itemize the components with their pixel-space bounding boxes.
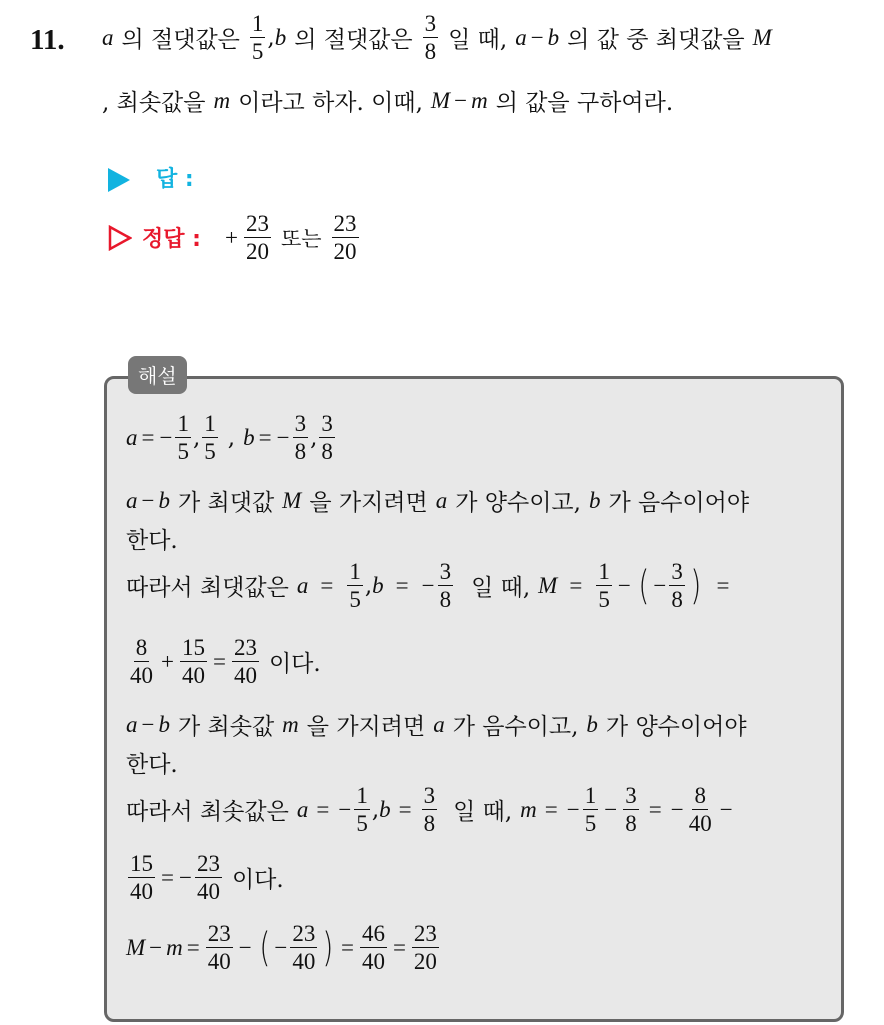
var-a: a xyxy=(435,487,448,513)
var-a: a xyxy=(433,711,445,737)
solution-line-2 xyxy=(126,484,749,517)
equals-sign: = xyxy=(716,572,730,598)
equals-sign: = xyxy=(648,796,662,822)
solution-line-10 xyxy=(126,922,441,973)
fraction-15-40: $\frac{15}{40}$ xyxy=(181,635,205,688)
var-b: b xyxy=(243,424,255,450)
solution-text: 가 양수이어야 xyxy=(605,714,747,740)
question-text: 의 값 중 최댓값을 xyxy=(567,27,745,53)
solution-text: 가 최댓값 xyxy=(177,490,275,516)
question-text: 의 절댓값은 xyxy=(294,27,413,53)
solution-text: 가 음수이어야 xyxy=(608,490,750,516)
fraction-1-5: $\frac{1}{5}$ xyxy=(251,11,264,64)
var-b: b xyxy=(372,572,384,598)
var-b: b xyxy=(588,487,601,513)
fraction-3-8: $\frac{3}{8}$ xyxy=(671,559,683,612)
var-m: m xyxy=(282,711,299,737)
fraction-3-8: $\frac{3}{8}$ xyxy=(294,411,307,464)
answer-blank-row xyxy=(108,162,194,193)
solution-text: 일 때, xyxy=(471,575,531,601)
equals-sign: = xyxy=(320,572,334,598)
solution-line-8 xyxy=(126,784,737,835)
comma: , xyxy=(371,796,380,823)
minus-sign: − xyxy=(338,796,352,822)
play-triangle-icon xyxy=(108,168,130,192)
equals-sign: = xyxy=(212,648,226,674)
minus-sign: − xyxy=(421,572,435,598)
fraction-3-8: $\frac{3}{8}$ xyxy=(625,783,637,836)
equals-sign: = xyxy=(569,572,583,598)
minus-sign: − xyxy=(454,87,468,113)
question-text: , 최솟값을 xyxy=(102,90,206,116)
solution-text: 을 가지려면 xyxy=(309,490,428,516)
fraction-8-40: $\frac{8}{40}$ xyxy=(688,783,712,836)
equals-sign: = xyxy=(340,934,354,960)
solution-line-6 xyxy=(126,708,747,741)
or-text: 또는 xyxy=(280,226,322,251)
equals-sign: = xyxy=(161,864,174,890)
var-M: M xyxy=(282,487,302,513)
fraction-23-40: $\frac{23}{40}$ xyxy=(292,921,316,974)
fraction-15-40: $\frac{15}{40}$ xyxy=(130,851,153,904)
minus-sign: − xyxy=(617,572,631,598)
minus-sign: − xyxy=(604,796,618,822)
solution-text: 가 음수이고, xyxy=(452,714,579,740)
answer-label: 답 : xyxy=(156,167,194,192)
question-text: 이라고 하자. 이때, xyxy=(238,90,423,116)
var-b: b xyxy=(274,24,287,50)
var-a: a xyxy=(102,24,114,50)
fraction-23-20: $\frac{23}{20}$ xyxy=(245,211,269,264)
solution-text: 을 가지려면 xyxy=(306,714,426,740)
fraction-23-20: $\frac{23}{20}$ xyxy=(413,921,437,974)
minus-sign: − xyxy=(149,934,163,960)
var-m: m xyxy=(471,87,488,113)
solution-line-5 xyxy=(126,636,321,687)
minus-sign: − xyxy=(141,487,155,513)
question-line-1 xyxy=(102,12,772,63)
fraction-23-40: $\frac{23}{40}$ xyxy=(207,921,231,974)
fraction-3-8: $\frac{3}{8}$ xyxy=(424,11,437,64)
equals-sign: = xyxy=(186,934,200,960)
equals-sign: = xyxy=(392,934,406,960)
fraction-1-5: $\frac{1}{5}$ xyxy=(356,783,368,836)
minus-sign: − xyxy=(238,934,252,960)
fraction-1-5: $\frac{1}{5}$ xyxy=(177,411,189,464)
var-a: a xyxy=(296,572,309,598)
minus-sign: − xyxy=(159,424,173,450)
question-text: 의 값을 구하여라. xyxy=(495,90,674,116)
var-a: a xyxy=(515,24,527,50)
fraction-1-5: $\frac{1}{5}$ xyxy=(584,783,597,836)
minus-sign: − xyxy=(566,796,580,822)
outline-triangle-icon xyxy=(108,225,132,251)
solution-tag: 해설 xyxy=(128,356,187,394)
fraction-8-40: $\frac{8}{40}$ xyxy=(130,635,153,688)
var-m: m xyxy=(520,796,537,822)
solution-text: 한다. xyxy=(126,752,178,778)
solution-line-9 xyxy=(126,852,284,903)
var-m: m xyxy=(166,934,183,960)
minus-sign: − xyxy=(178,864,192,890)
fraction-46-40: $\frac{46}{40}$ xyxy=(361,921,385,974)
solution-text: 따라서 최솟값은 xyxy=(126,799,289,825)
fraction-23-40: $\frac{23}{40}$ xyxy=(233,635,257,688)
right-paren: ) xyxy=(690,562,702,609)
var-a: a xyxy=(296,796,309,822)
minus-sign: − xyxy=(274,934,288,960)
var-m: m xyxy=(213,87,231,113)
solution-text: 이다. xyxy=(268,651,321,677)
solution-line-3 xyxy=(126,522,178,555)
question-number: 11. xyxy=(30,24,65,56)
comma: , xyxy=(310,424,318,451)
solution-text: 한다. xyxy=(126,528,178,554)
question-text: 의 절댓값은 xyxy=(121,27,240,53)
solution-line-7 xyxy=(126,746,178,779)
var-b: b xyxy=(547,24,560,50)
var-a: a xyxy=(126,424,138,450)
var-b: b xyxy=(379,796,391,822)
solution-text: 가 양수이고, xyxy=(455,490,581,516)
correct-answer-label: 정답 : xyxy=(142,227,201,252)
minus-sign: − xyxy=(276,424,290,450)
question-line-2 xyxy=(102,84,673,117)
solution-text: 따라서 최댓값은 xyxy=(126,575,289,601)
plus-sign: + xyxy=(224,224,238,250)
var-b: b xyxy=(158,487,170,513)
correct-answer-value xyxy=(221,212,361,263)
equals-sign: = xyxy=(316,796,330,822)
fraction-3-8: $\frac{3}{8}$ xyxy=(439,559,452,612)
var-b: b xyxy=(158,711,170,737)
equals-sign: = xyxy=(395,572,409,598)
solution-text: 일 때, xyxy=(453,799,513,825)
right-paren: ) xyxy=(322,924,334,971)
minus-sign: − xyxy=(141,711,155,737)
fraction-3-8: $\frac{3}{8}$ xyxy=(321,411,333,464)
fraction-23-20: $\frac{23}{20}$ xyxy=(333,211,357,264)
var-a: a xyxy=(126,711,138,737)
solution-line-1 xyxy=(126,412,337,463)
left-paren: ( xyxy=(638,562,650,609)
fraction-1-5: $\frac{1}{5}$ xyxy=(349,559,361,612)
fraction-3-8: $\frac{3}{8}$ xyxy=(423,783,436,836)
equals-sign: = xyxy=(141,424,155,450)
var-b: b xyxy=(586,711,598,737)
minus-sign: − xyxy=(719,796,733,822)
var-M: M xyxy=(430,87,451,113)
solution-text: 가 최솟값 xyxy=(177,714,275,740)
minus-sign: − xyxy=(670,796,684,822)
equals-sign: = xyxy=(258,424,272,450)
equals-sign: = xyxy=(544,796,558,822)
comma: , xyxy=(364,572,373,599)
var-M: M xyxy=(752,24,772,50)
question-text: 일 때, xyxy=(448,27,508,53)
var-a: a xyxy=(126,487,138,513)
left-paren: ( xyxy=(259,924,271,971)
comma: , xyxy=(227,424,236,451)
correct-answer-row xyxy=(108,212,361,263)
solution-line-4 xyxy=(126,560,742,611)
minus-sign: − xyxy=(530,24,544,50)
fraction-1-5: $\frac{1}{5}$ xyxy=(598,559,610,612)
fraction-1-5: $\frac{1}{5}$ xyxy=(204,411,216,464)
var-M: M xyxy=(126,934,146,960)
equals-sign: = xyxy=(398,796,412,822)
comma: , xyxy=(192,424,201,451)
fraction-23-40: $\frac{23}{40}$ xyxy=(196,851,220,904)
var-M: M xyxy=(538,572,558,598)
question-text: , xyxy=(267,24,275,51)
minus-sign: − xyxy=(653,572,667,598)
plus-sign: + xyxy=(161,648,174,674)
solution-text: 이다. xyxy=(231,867,284,893)
